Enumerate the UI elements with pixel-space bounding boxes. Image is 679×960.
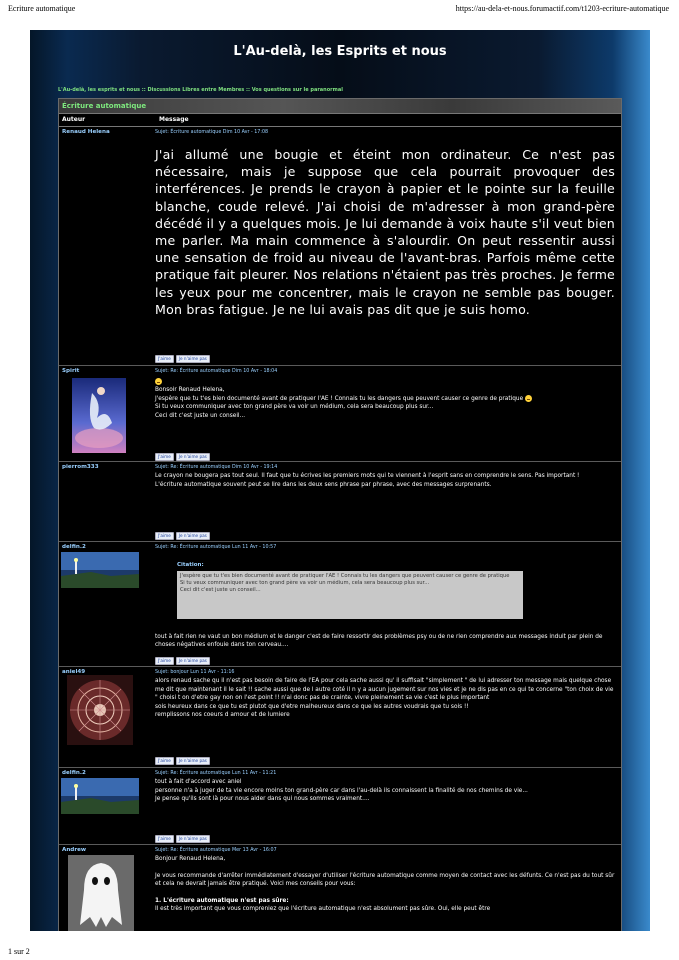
post	[59, 845, 621, 931]
like-button[interactable]: J'aime	[155, 532, 174, 540]
post-line: Bonsoir Renaud Helena,	[155, 387, 225, 394]
post-line: personne n'a à juger de ta vie encore moins ton grand-père car dans l'au-delà ils connaissent la finalité de nos chemins de vie...	[155, 787, 528, 794]
dislike-button[interactable]: Je n'aime pas	[176, 657, 210, 665]
post-meta: Sujet: Re: Écriture automatique Dim 10 Avr - 19:14	[155, 465, 278, 470]
post-line: Je pense qu'ils sont là pour nous aider dans qui nous sommes vraiment....	[155, 796, 370, 803]
post	[59, 366, 621, 462]
like-button[interactable]: J'aime	[155, 757, 174, 765]
quote-block	[177, 571, 523, 619]
like-button[interactable]: J'aime	[155, 835, 174, 843]
post-reactions	[155, 355, 212, 361]
post-meta: Sujet: Re: Écriture automatique Lun 11 Avr - 11:21	[155, 771, 277, 776]
column-message: Message	[159, 116, 189, 123]
post	[59, 462, 621, 542]
post-meta: Sujet: Re: Écriture automatique Mer 13 Avr - 16:07	[155, 848, 277, 853]
quote-line: Ceci dit c'est juste un conseil...	[180, 586, 261, 593]
print-header-url: https://au-dela-et-nous.forumactif.com/t1203-ecriture-automatique	[455, 4, 669, 13]
dislike-button[interactable]: Je n'aime pas	[176, 757, 210, 765]
like-button[interactable]: J'aime	[155, 453, 174, 461]
post-line: J'espère que tu t'es bien documenté avant de pratiquer l'AE ! Connais tu les dangers que peuvent causer ce genre de pratique	[155, 395, 524, 402]
quote-line: Si tu veux communiquer avec ton grand père va voir un médium, cela sera beaucoup plus sur...	[180, 579, 430, 586]
post-line: alors renaud sache qu il n'est pas besoin de faire de l'EA pour cela sache aussi qu' il suffisait "simplement " de lui adresser ton message mais quelque chose me dit que maintenant il le sait !! sache aussi que de l autre coté il n y a aucun jugement sur nos vies et je ne dis pas en ce qui te concerne "ton choix de vie " choisi t on d'etre gay non on l'est point !! n'ai donc pas de crainte, vivre pleinement sa vie c'est le plus important	[155, 678, 614, 702]
print-page-number: 1 sur 2	[8, 947, 30, 956]
post-line: L'écriture automatique souvent peut se lire dans les deux sens phrase par phrase, avec des messages surprenants.	[155, 481, 492, 488]
quote-label: Citation:	[177, 562, 204, 568]
post-reactions	[155, 835, 212, 841]
smiley-icon	[155, 378, 162, 385]
post-line: Le crayon ne bougera pas tout seul. Il faut que tu écrives les premiers mots qui te viennent à l'esprit sans en comprendre le sens. Pas important !	[155, 473, 580, 479]
column-author: Auteur	[62, 116, 86, 123]
forum-page	[30, 30, 650, 931]
post-author[interactable]: delfin.2	[62, 544, 86, 550]
avatar	[61, 778, 139, 814]
post-line: Bonjour Renaud Helena,	[155, 856, 226, 862]
post-author[interactable]: aniel49	[62, 669, 86, 675]
avatar	[60, 378, 138, 453]
post-reactions	[155, 757, 212, 763]
avatar	[61, 552, 139, 588]
avatar	[62, 855, 140, 931]
post-meta: Sujet: Écriture automatique Dim 10 Avr - 17:08	[155, 130, 269, 135]
smiley-icon	[525, 395, 532, 402]
post-author[interactable]: delfin.2	[62, 770, 86, 776]
quote-line: J'espère que tu t'es bien documenté avant de pratiquer l'AE ! Connais tu les dangers que peuvent causer ce genre de pratique	[180, 572, 510, 579]
dislike-button[interactable]: Je n'aime pas	[176, 532, 210, 540]
post-author[interactable]: Andrew	[62, 847, 87, 853]
post-author[interactable]: pierrom333	[62, 464, 99, 470]
dislike-button[interactable]: Je n'aime pas	[176, 835, 210, 843]
post-meta: Sujet: bonjour Lun 11 Avr - 11:16	[155, 670, 235, 675]
post	[59, 127, 621, 366]
site-title[interactable]: L'Au-delà, les Esprits et nous	[233, 44, 447, 59]
breadcrumb[interactable]: L'Au-delà, les esprits et nous :: Discussions Libres entre Membres :: Vos questions sur le paranormal	[58, 87, 343, 93]
post-author[interactable]: Spirit	[62, 368, 80, 374]
topic-table	[58, 98, 622, 931]
post	[59, 768, 621, 845]
post-line: Il est très important que vous compreniez que l'écriture automatique n'est absolument pas sûre. Oui, elle peut être	[155, 906, 491, 913]
post-line: Je vous recommande d'arrêter immédiatement d'essayer d'utiliser l'écriture automatique comme moyen de contact avec les défunts. Ce n'est pas du tout sûr et cela ne devrait jamais être pratiqué. Voici mes conseils pour vous:	[155, 872, 615, 888]
post	[59, 542, 621, 667]
like-button[interactable]: J'aime	[155, 355, 174, 363]
post-line: Ceci dit c'est juste un conseil...	[155, 412, 246, 419]
post-line: sois heureux dans ce que tu est plutot que d'etre malheureux dans ce que les autres voudrais que tu sois !!	[155, 703, 469, 710]
post-meta: Sujet: Re: Écriture automatique Dim 10 Avr - 18:04	[155, 369, 278, 374]
dislike-button[interactable]: Je n'aime pas	[176, 355, 210, 363]
print-header-title: Ecriture automatique	[8, 4, 76, 13]
post	[59, 667, 621, 768]
post-line: Si tu veux communiquer avec ton grand père va voir un médium, cela sera beaucoup plus sur...	[155, 404, 434, 411]
column-headers	[59, 114, 621, 127]
post-reactions	[155, 532, 212, 538]
topic-title[interactable]: Écriture automatique	[59, 99, 621, 114]
post-subheading: 1. L'écriture automatique n'est pas sûre:	[155, 897, 289, 904]
post-line: tout à fait rien ne vaut un bon médium et le danger c'est de faire ressortir des problèmes psy ou de ne rien comprendre aux messages induit par plein de choses négatives enfouie dans ton cerveau....	[155, 633, 603, 649]
post-text: J'ai allumé une bougie et éteint mon ordinateur. Ce n'est pas nécessaire, mais je suppose que cela pourrait provoquer des interférences. Je prends le crayon à papier et le pointe sur la feuille blanche, coude relevé. J'ai choisi de m'adresser à mon grand-père décédé il y a quelques mois. Je lui demande à voix haute s'il veut bien me parler. Ma main commence à s'alourdir. On peut ressentir aussi une sensation de froid au niveau de l'avant-bras. Parfois même cette pratique fait pleurer. Nos relations n'étaient pas très proches. Je ferme les yeux pour me concentrer, mais le crayon ne semble pas bouger. Mon bras fatigue. Je ne lui avais pas dit que je suis homo.	[155, 147, 615, 317]
post-line: remplissons nos coeurs d amour et de lumiere	[155, 712, 290, 719]
post-reactions	[155, 453, 212, 459]
post-author[interactable]: Renaud Helena	[62, 129, 110, 135]
avatar	[61, 675, 139, 745]
like-button[interactable]: J'aime	[155, 657, 174, 665]
post-meta: Sujet: Re: Écriture automatique Lun 11 Avr - 10:57	[155, 545, 277, 550]
post-reactions	[155, 657, 212, 663]
dislike-button[interactable]: Je n'aime pas	[176, 453, 210, 461]
post-line: tout à fait d'accord avec aniel	[155, 779, 242, 785]
